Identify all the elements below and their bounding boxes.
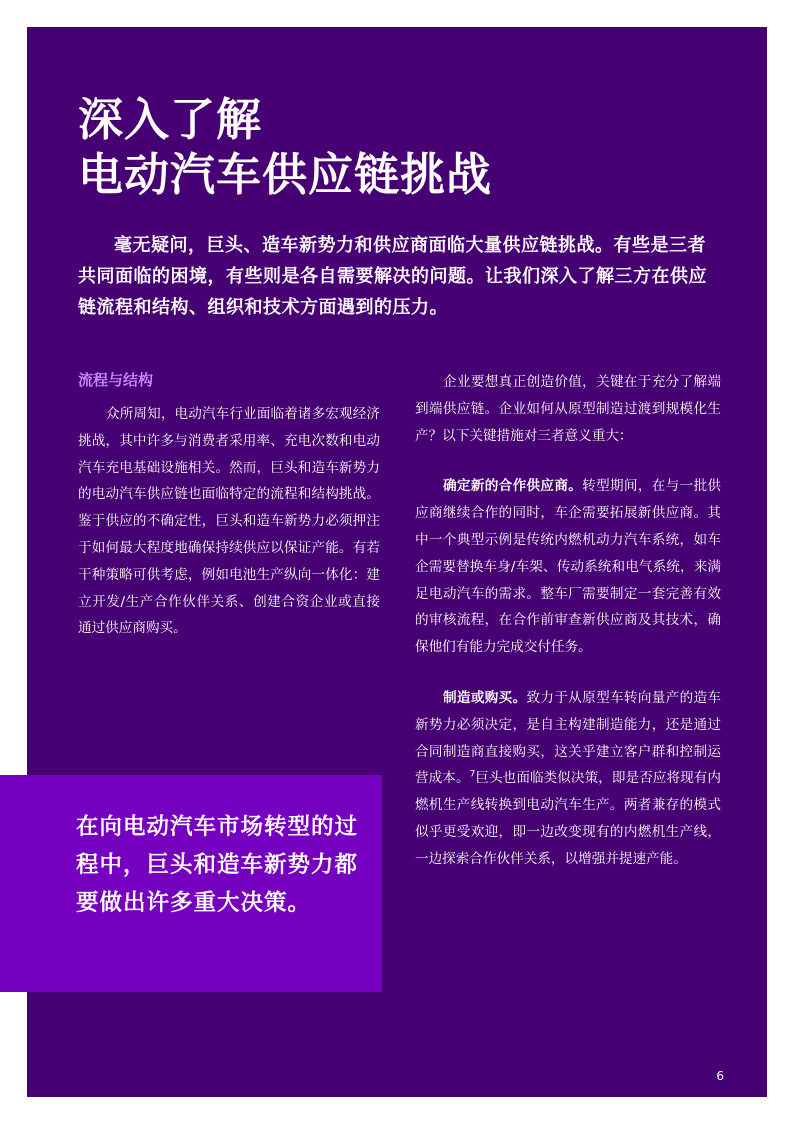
right-paragraph-3 <box>415 685 721 873</box>
right-paragraph-2 <box>415 473 721 661</box>
paragraph-3-lead: 制造或购买。 <box>443 689 527 706</box>
title-line-1: 深入了解 <box>78 93 263 146</box>
page-number: 6 <box>716 1069 724 1083</box>
right-column <box>415 369 721 873</box>
paragraph-2-body: 转型期间，在与一批供应商继续合作的同时，车企需要拓展新供应商。其中一个典型示例是传统内燃机动力汽车系统，如车企需要替换车身/车架、传动系统和电气系统，来满足电动汽车的需求。整车厂需要制定一套完善有效的审核流程，在合作前审查新供应商及其技术，确保他们有能力完成交付任务。 <box>415 478 722 656</box>
footnote-reference[interactable]: 7 <box>469 769 476 780</box>
page-title <box>78 92 492 202</box>
intro-paragraph: 毫无疑问，巨头、造车新势力和供应商面临大量供应链挑战。有些是三者共同面临的困境，有些则是各自需要解决的问题。让我们深入了解三方在供应链流程和结构、组织和技术方面遇到的压力。 <box>78 235 707 318</box>
right-paragraph-1: 企业要想真正创造价值，关键在于充分了解端到端供应链。企业如何从原型制造过渡到规模化生产？以下关键措施对三者意义重大： <box>415 374 721 444</box>
left-paragraph: 众所周知，电动汽车行业面临着诸多宏观经济挑战，其中许多与消费者采用率、充电次数和电动汽车充电基础设施相关。然而，巨头和造车新势力的电动汽车供应链也面临特定的流程和结构挑战。鉴于供应的不确定性，巨头和造车新势力必须押注于如何最大程度地确保持续供应以保证产能。有若干种策略可供考虑，例如电池生产纵向一体化：建立开发/生产合作伙伴关系、创建合资企业或直接通过供应商购买。 <box>78 406 380 637</box>
paragraph-2-lead: 确定新的合作供应商。 <box>443 478 583 495</box>
left-column <box>78 369 380 642</box>
paragraph-3-body-b: 巨头也面临类似决策，即是否应将现有内燃机生产线转换到电动汽车生产。两者兼存的模式似乎更受欢迎，即一边改变现有的内燃机生产线，一边探索合作伙伴关系，以增强并提速产能。 <box>415 770 721 867</box>
title-line-2: 电动汽车供应链挑战 <box>78 148 493 201</box>
callout-quote: 在向电动汽车市场转型的过程中，巨头和造车新势力都要做出许多重大决策。 <box>76 814 359 916</box>
section-heading-process-structure: 流程与结构 <box>78 371 154 389</box>
paragraph-3-body-a: 致力于从原型车转向量产的造车新势力必须决定，是自主构建制造能力，还是通过合同制造商直接购买，这关乎建立客户群和控制运营成本。 <box>415 689 722 787</box>
